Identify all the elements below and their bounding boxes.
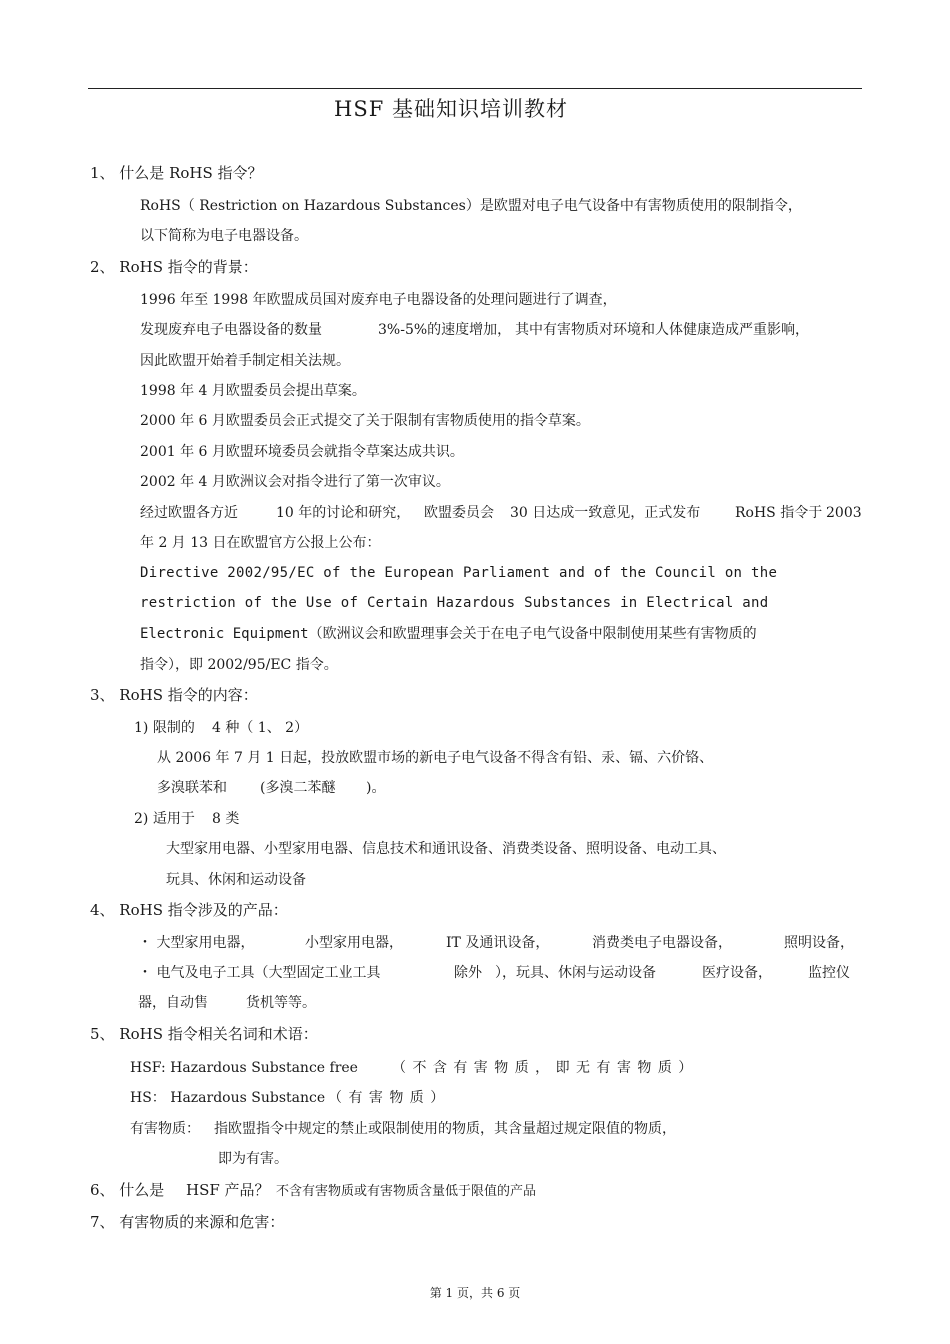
term-definition: 即为有害。 (218, 1151, 288, 1167)
product-item: 货机等等。 (246, 995, 316, 1011)
section-1-line: RoHS（ Restriction on Hazardous Substances）是欧盟对电子电气设备中有害物质使用的限制指令， (140, 198, 802, 214)
section-1-line: 以下简称为电子电器设备。 (140, 228, 308, 244)
section-7-heading: 7、 有害物质的来源和危害： (90, 1213, 285, 1231)
term-hs: HS： Hazardous Substance (130, 1090, 326, 1106)
page-footer: 第 1 页，共 6 页 (429, 1286, 521, 1300)
product-item: 器，自动售 (138, 995, 208, 1011)
section-6-text: 不含有害物质或有害物质含量低于限值的产品 (276, 1184, 537, 1199)
product-item: ・ 电气及电子工具（大型固定工业工具 (138, 965, 381, 981)
product-item: ・ 大型家用电器， (138, 935, 255, 951)
term-definition: 指欧盟指令中规定的禁止或限制使用的物质，其含量超过规定限值的物质， (214, 1121, 676, 1137)
section-2-line: 2001 年 6 月欧盟环境委员会就指令草案达成共识。 (140, 444, 464, 460)
section-3-item-2-label: 2) 适用于 (134, 811, 195, 827)
product-item: 医疗设备， (702, 965, 772, 981)
product-item: 监控仪 (808, 965, 850, 981)
product-item: 照明设备， (784, 935, 854, 951)
section-3-line: 玩具、休闲和运动设备 (166, 872, 306, 888)
section-1-heading: 1、 什么是 RoHS 指令？ (90, 164, 263, 182)
section-2-line: 30 日达成一致意见，正式发布 (510, 505, 701, 521)
section-3-line: 多溴联苯和 (157, 780, 227, 796)
section-2-line: RoHS 指令于 (735, 505, 823, 521)
section-6-heading: 6、 什么是 (90, 1181, 165, 1199)
section-2-line: 发现废弃电子电器设备的数量 (140, 322, 322, 338)
section-2-line: 其中有害物质对环境和人体健康造成严重影响， (515, 322, 809, 338)
section-2-line: 10 年的讨论和研究， (276, 505, 411, 521)
product-item: ），玩具、休闲与运动设备 (495, 965, 656, 981)
section-3-item-1-label: 1) 限制的 (134, 720, 195, 736)
section-2-line: 2003 (826, 505, 862, 521)
section-3-line: 大型家用电器、小型家用电器、信息技术和通讯设备、消费类设备、照明设备、电动工具、 (166, 841, 726, 857)
section-2-line: 欧盟委员会 (424, 505, 494, 521)
section-2-line: 年 2 月 13 日在欧盟官方公报上公布： (140, 535, 381, 551)
section-3-item-1-count: 4 种（ 1、 2） (212, 720, 309, 736)
product-item: 除外 (454, 965, 482, 981)
section-2-line: 经过欧盟各方近 (140, 505, 238, 521)
term-hsf: HSF: Hazardous Substance free (130, 1060, 358, 1076)
term-hs-meaning: （ 有 害 物 质 ） (328, 1090, 446, 1106)
product-item: 小型家用电器， (305, 935, 403, 951)
section-2-line: 2002 年 4 月欧洲议会对指令进行了第一次审议。 (140, 474, 450, 490)
section-6-heading-term: HSF 产品？ (186, 1181, 270, 1199)
section-5-heading: 5、 RoHS 指令相关名词和术语： (90, 1025, 318, 1043)
document-title: HSF 基础知识培训教材 (334, 97, 568, 121)
section-2-line: 因此欧盟开始着手制定相关法规。 (140, 353, 350, 369)
section-2-heading: 2、 RoHS 指令的背景： (90, 258, 258, 276)
section-3-line: 从 2006 年 7 月 1 日起，投放欧盟市场的新电子电气设备不得含有铅、汞、镉、六价铬、 (157, 750, 714, 766)
section-2-line: 1998 年 4 月欧盟委员会提出草案。 (140, 383, 366, 399)
section-2-line: 指令），即 2002/95/EC 指令。 (140, 657, 338, 673)
section-4-heading: 4、 RoHS 指令涉及的产品： (90, 901, 288, 919)
header-rule (88, 88, 862, 89)
directive-title-line: Electronic Equipment（欧洲议会和欧盟理事会关于在电子电气设备中限制使用某些有害物质的 (140, 626, 757, 642)
product-item: 消费类电子电器设备， (592, 935, 732, 951)
section-2-line: 3%-5%的速度增加， (378, 322, 512, 338)
section-3-line: )。 (366, 780, 386, 796)
directive-title-line: Directive 2002/95/EC of the European Parliament and of the Council on the (140, 565, 778, 581)
section-3-line: (多溴二苯醚 (260, 780, 336, 796)
section-3-heading: 3、 RoHS 指令的内容： (90, 686, 258, 704)
directive-title-line: restriction of the Use of Certain Hazardous Substances in Electrical and (140, 595, 769, 611)
product-item: IT 及通讯设备， (446, 935, 550, 951)
section-2-line: 1996 年至 1998 年欧盟成员国对废弃电子电器设备的处理问题进行了调查， (140, 292, 617, 308)
section-3-item-2-count: 8 类 (212, 811, 240, 827)
term-hsf-meaning: （ 不 含 有 害 物 质 ， 即 无 有 害 物 质 ） (392, 1060, 694, 1076)
term-label: 有害物质： (130, 1121, 200, 1137)
section-2-line: 2000 年 6 月欧盟委员会正式提交了关于限制有害物质使用的指令草案。 (140, 413, 590, 429)
